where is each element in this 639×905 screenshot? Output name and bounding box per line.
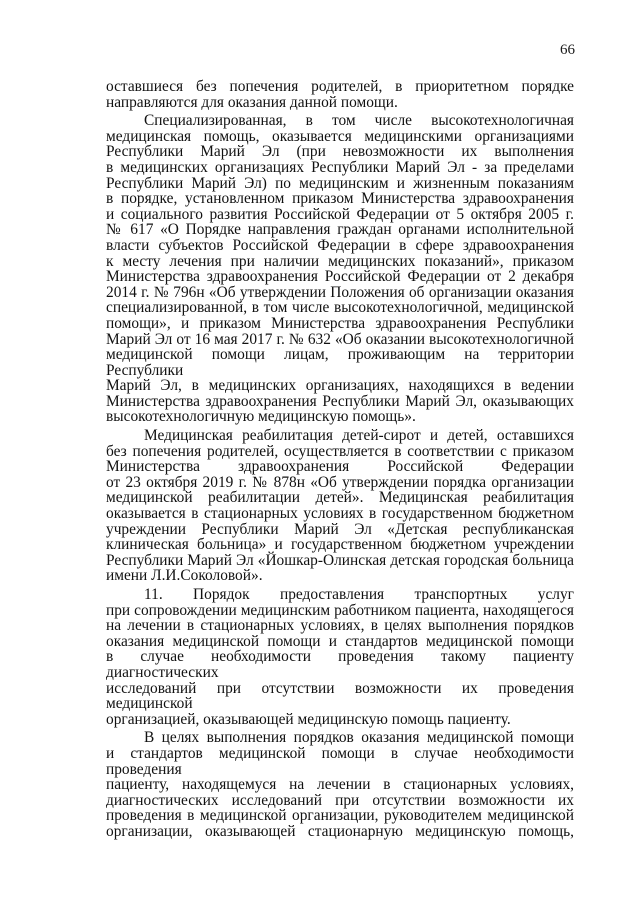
- text-line: исследований при отсутствии возможности их проведения медицинской: [106, 679, 574, 713]
- paragraph: [106, 587, 574, 727]
- text-line: Марий Эл, в медицинских организациях, находящихся в ведении: [106, 377, 574, 395]
- text-line: диагностических исследований при отсутствии возможности их: [106, 791, 574, 809]
- text-line: оказывается в стационарных условиях в государственном бюджетном: [106, 505, 574, 523]
- text-line: к месту лечения при наличии медицинских показаний», приказом: [106, 252, 574, 270]
- document-body: [106, 79, 574, 843]
- text-line: специализированной, в том числе высокотехнологичной, медицинской: [106, 299, 574, 317]
- text-line: организации, оказывающей стационарную медицинскую помощь,: [106, 822, 574, 840]
- text-line: Министерства здравоохранения Российской Федерации от 2 декабря: [106, 268, 574, 286]
- text-line: Республики Марий Эл «Йошкар-Олинская детская городская больница: [106, 551, 574, 569]
- text-line: № 617 «О Порядке направления граждан органами исполнительной: [106, 221, 574, 239]
- text-line: направляются для оказания данной помощи.: [106, 93, 398, 111]
- text-line: медицинская помощь, оказывается медицинскими организациями: [106, 127, 574, 145]
- paragraph: [106, 79, 574, 110]
- text-line: без попечения родителей, осуществляется в соответствии с приказом: [106, 442, 574, 460]
- paragraph: [106, 428, 574, 584]
- paragraph: [106, 113, 574, 425]
- text-line: при сопровождении медицинским работником пациента, находящегося: [106, 601, 574, 619]
- text-line: помощи», и приказом Министерства здравоохранения Республики: [106, 314, 574, 332]
- text-line: в медицинских организациях Республики Марий Эл - за пределами: [106, 158, 574, 176]
- text-line: медицинской реабилитации детей». Медицинская реабилитация: [106, 489, 574, 507]
- text-line: в случае необходимости проведения такому пациенту диагностических: [106, 648, 574, 681]
- text-line: 11. Порядок предоставления транспортных услуг: [144, 586, 574, 603]
- text-line: В целях выполнения порядков оказания медицинской помощи: [144, 729, 574, 747]
- text-line: Министерства здравоохранения Республики Марий Эл, оказывающих: [106, 392, 574, 410]
- text-line: оказания медицинской помощи и стандартов медицинской помощи: [106, 632, 574, 650]
- text-line: 2014 г. № 796н «Об утверждении Положения об организации оказания: [106, 283, 574, 301]
- text-line: власти субъектов Российской Федерации в сфере здравоохранения: [106, 236, 574, 254]
- text-line: организацией, оказывающей медицинскую помощь пациенту.: [106, 710, 511, 728]
- text-line: Республики Марий Эл) по медицинским и жизненным показаниям: [106, 174, 574, 192]
- page-number: 66: [560, 42, 575, 58]
- text-line: клиническая больница» и государственном бюджетном учреждении: [106, 536, 574, 554]
- text-line: на лечении в стационарных условиях, в целях выполнения порядков: [106, 617, 574, 635]
- text-line: пациенту, находящемуся на лечении в стационарных условиях,: [106, 776, 574, 794]
- text-line: проведения в медицинской организации, руководителем медицинской: [106, 807, 574, 825]
- text-line: имени Л.И.Соколовой».: [106, 567, 263, 585]
- text-line: высокотехнологичную медицинскую помощь».: [106, 408, 416, 426]
- text-line: в порядке, установленном приказом Министерства здравоохранения: [106, 190, 574, 208]
- text-line: и социального развития Российской Федерации от 5 октября 2005 г.: [106, 205, 574, 223]
- text-line: учреждении Республики Марий Эл «Детская республиканская: [106, 520, 574, 538]
- text-line: Медицинская реабилитация детей-сирот и детей, оставшихся: [144, 427, 574, 445]
- text-line: и стандартов медицинской помощи в случае необходимости проведения: [106, 744, 574, 778]
- text-line: Республики Марий Эл (при невозможности их выполнения: [106, 143, 574, 161]
- paragraph: [106, 730, 574, 839]
- text-line: медицинской помощи лицам, проживающим на территории Республики: [106, 346, 574, 379]
- text-line: Марий Эл от 16 мая 2017 г. № 632 «Об оказании высокотехнологичной: [106, 330, 574, 348]
- text-line: оставшиеся без попечения родителей, в приоритетном порядке: [106, 78, 574, 95]
- text-line: Министерства здравоохранения Российской Федерации: [106, 458, 574, 476]
- text-line: от 23 октября 2019 г. № 878н «Об утверждении порядка организации: [106, 473, 574, 491]
- text-line: Специализированная, в том числе высокотехнологичная: [144, 112, 574, 130]
